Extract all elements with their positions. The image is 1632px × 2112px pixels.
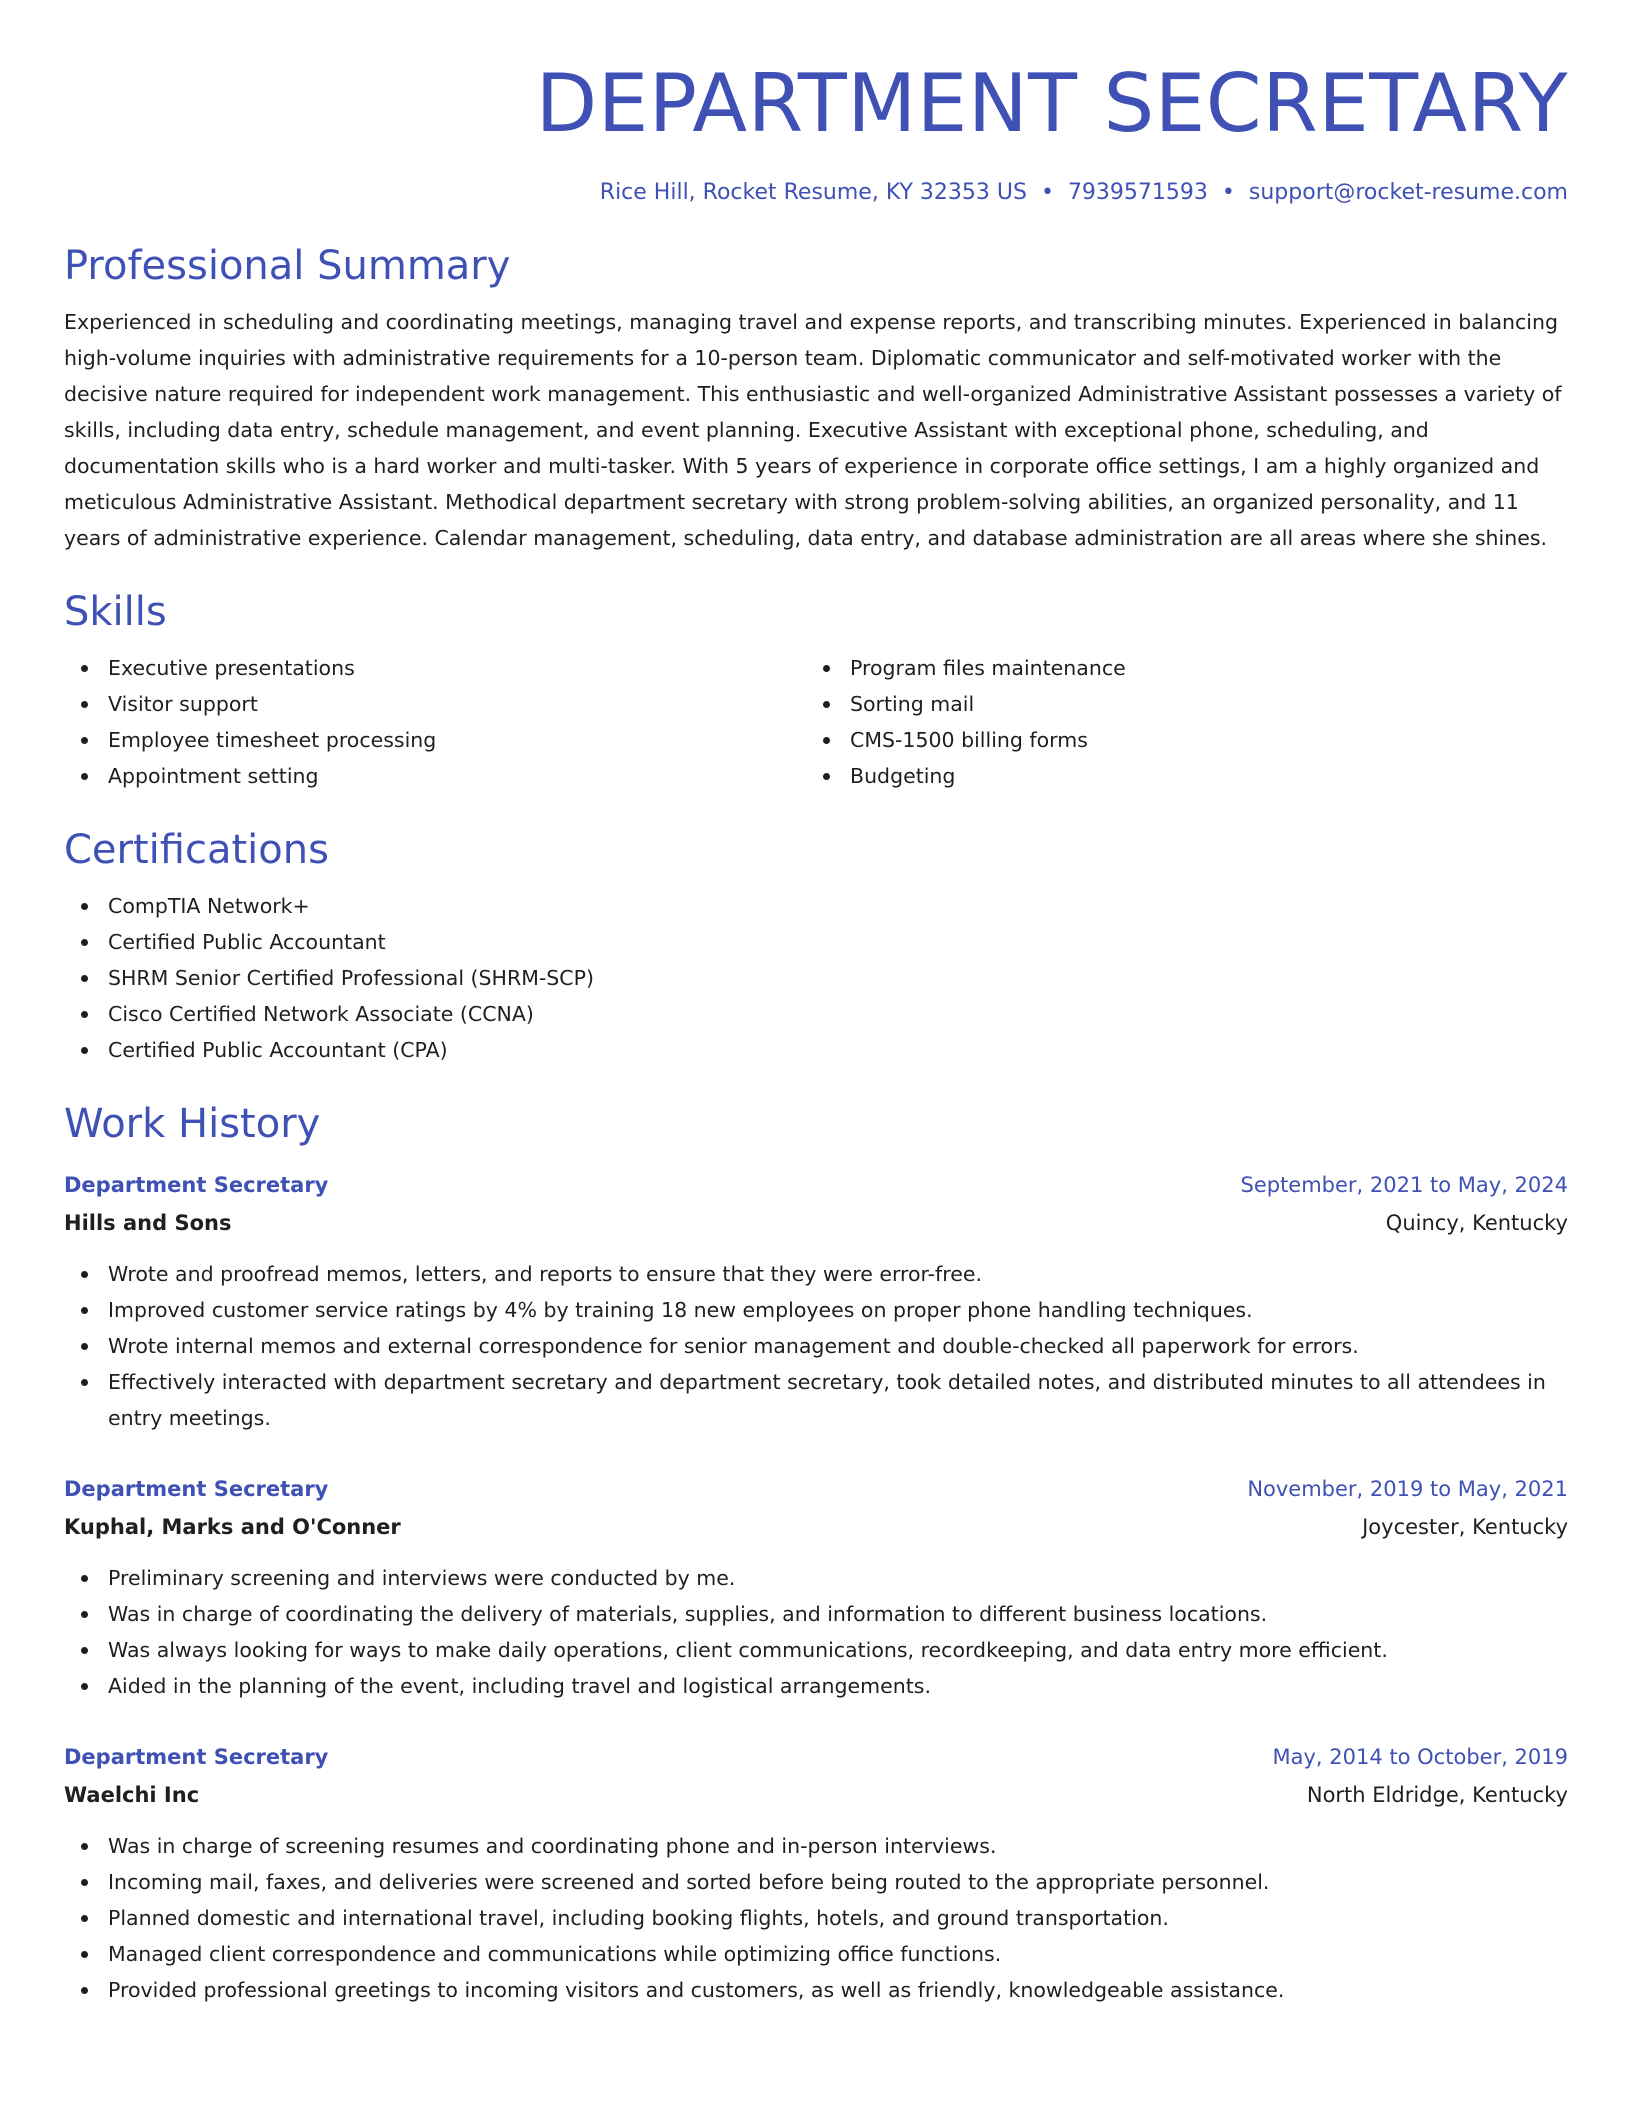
job-entry (64, 1470, 1568, 1704)
job-dates: May, 2014 to October, 2019 (1272, 1745, 1568, 1769)
skills-column-left (64, 650, 806, 794)
job-title-row (64, 1166, 1568, 1204)
section-title-skills: Skills (64, 589, 167, 635)
job-company-row (64, 1776, 1568, 1814)
job-duty-item: Planned domestic and international travel, including booking flights, hotels, and ground transportation. (64, 1900, 1568, 1936)
professional-summary-section (64, 240, 1568, 556)
job-duty-item: Preliminary screening and interviews were conducted by me. (64, 1560, 1568, 1596)
job-duty-item: Was always looking for ways to make daily operations, client communications, recordkeeping, and data entry more efficient. (64, 1632, 1568, 1668)
skills-list-right (806, 650, 1548, 794)
work-history-section (64, 1098, 1568, 2008)
certification-item: SHRM Senior Certified Professional (SHRM-SCP) (64, 960, 1568, 996)
contact-phone: 7939571593 (1067, 180, 1208, 205)
skill-item: Budgeting (806, 758, 1548, 794)
job-duties-list (64, 1828, 1568, 2008)
summary-text: Experienced in scheduling and coordinating meetings, managing travel and expense reports, and transcribing minutes. Experienced in balancing high-volume inquiries with administrative requirements for a 10-person team. Diplomatic communicator and self-motivated worker with the decisive nature required for independent work management. This enthusiastic and well-organized Administrative Assistant possesses a variety of skills, including data entry, schedule management, and event planning. Executive Assistant with exceptional phone, scheduling, and documentation skills who is a hard worker and multi-tasker. With 5 years of experience in corporate office settings, I am a highly organized and meticulous Administrative Assistant. Methodical department secretary with strong problem-solving abilities, an organized personality, and 11 years of administrative experience. Calendar management, scheduling, data entry, and database administration are all areas where she shines. (64, 310, 1562, 550)
skill-item: Executive presentations (64, 650, 806, 686)
job-dates: November, 2019 to May, 2021 (1247, 1477, 1568, 1501)
job-company-row (64, 1508, 1568, 1546)
job-duty-item: Incoming mail, faxes, and deliveries were screened and sorted before being routed to the appropriate personnel. (64, 1864, 1568, 1900)
job-location: Joycester, Kentucky (1362, 1515, 1568, 1539)
skills-section (64, 586, 1568, 794)
certifications-list (64, 888, 1568, 1068)
job-location: North Eldridge, Kentucky (1306, 1783, 1568, 1807)
certification-item: CompTIA Network+ (64, 888, 1568, 924)
skill-item: Program files maintenance (806, 650, 1548, 686)
job-location: Quincy, Kentucky (1385, 1211, 1568, 1235)
job-duty-item: Was in charge of coordinating the delivery of materials, supplies, and information to different business locations. (64, 1596, 1568, 1632)
section-title-certifications: Certifications (64, 827, 329, 873)
contact-separator: • (1221, 180, 1235, 205)
job-duty-item: Effectively interacted with department secretary and department secretary, took detailed notes, and distributed minutes to all attendees in entry meetings. (64, 1364, 1568, 1436)
job-duty-item: Wrote and proofread memos, letters, and reports to ensure that they were error-free. (64, 1256, 1568, 1292)
skills-grid (64, 650, 1568, 794)
contact-line (64, 176, 1568, 210)
job-title: Department Secretary (64, 1745, 329, 1769)
job-title: Department Secretary (64, 1173, 329, 1197)
skill-item: Sorting mail (806, 686, 1548, 722)
job-company: Kuphal, Marks and O'Conner (64, 1515, 401, 1539)
skill-item: Employee timesheet processing (64, 722, 806, 758)
job-entry (64, 1738, 1568, 2008)
candidate-name: DEPARTMENT SECRETARY (535, 57, 1568, 150)
skill-item: Appointment setting (64, 758, 806, 794)
certification-item: Certified Public Accountant (64, 924, 1568, 960)
job-company-row (64, 1204, 1568, 1242)
job-company: Hills and Sons (64, 1211, 232, 1235)
job-dates: September, 2021 to May, 2024 (1240, 1173, 1568, 1197)
skills-column-right (806, 650, 1548, 794)
job-duty-item: Improved customer service ratings by 4% by training 18 new employees on proper phone handling techniques. (64, 1292, 1568, 1328)
skill-item: CMS-1500 billing forms (806, 722, 1548, 758)
job-duties-list (64, 1256, 1568, 1436)
job-duties-list (64, 1560, 1568, 1704)
job-duty-item: Wrote internal memos and external correspondence for senior management and double-checked all paperwork for errors. (64, 1328, 1568, 1364)
job-duty-item: Provided professional greetings to incoming visitors and customers, as well as friendly, knowledgeable assistance. (64, 1972, 1568, 2008)
contact-email: support@rocket-resume.com (1248, 180, 1568, 205)
resume-header (64, 56, 1568, 210)
section-title-work-history: Work History (64, 1101, 321, 1147)
job-duty-item: Managed client correspondence and communications while optimizing office functions. (64, 1936, 1568, 1972)
job-title-row (64, 1470, 1568, 1508)
certifications-section (64, 824, 1568, 1068)
certification-item: Cisco Certified Network Associate (CCNA) (64, 996, 1568, 1032)
section-title-summary: Professional Summary (64, 243, 511, 289)
job-entry (64, 1166, 1568, 1436)
job-title-row (64, 1738, 1568, 1776)
skills-list-left (64, 650, 806, 794)
job-duty-item: Aided in the planning of the event, including travel and logistical arrangements. (64, 1668, 1568, 1704)
contact-separator: • (1040, 180, 1054, 205)
job-duty-item: Was in charge of screening resumes and coordinating phone and in-person interviews. (64, 1828, 1568, 1864)
skill-item: Visitor support (64, 686, 806, 722)
job-company: Waelchi Inc (64, 1783, 200, 1807)
contact-address: Rice Hill, Rocket Resume, KY 32353 US (599, 180, 1027, 205)
certification-item: Certified Public Accountant (CPA) (64, 1032, 1568, 1068)
job-title: Department Secretary (64, 1477, 329, 1501)
